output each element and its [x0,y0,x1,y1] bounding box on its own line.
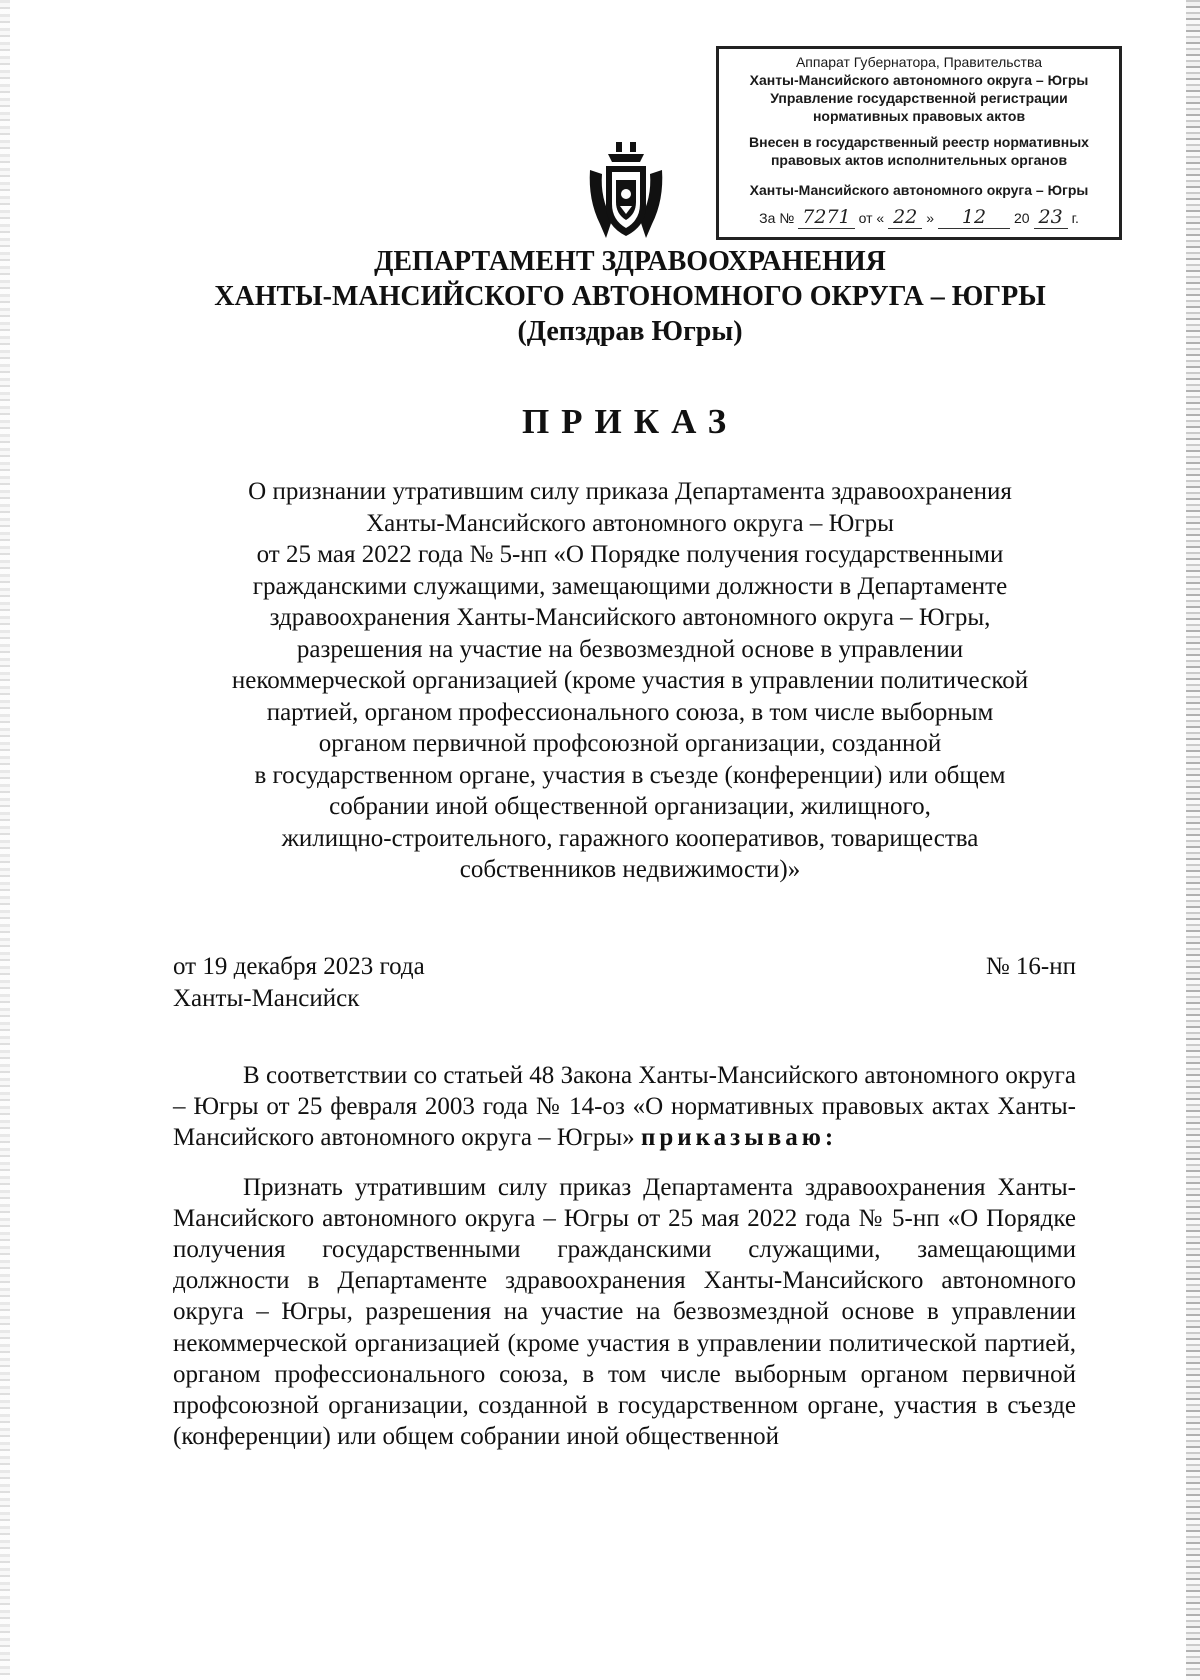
subject-line: Ханты-Мансийского автономного округа – Югры [366,509,894,537]
stamp-reg-number: 7271 [798,206,854,229]
subject-line: здравоохранения Ханты-Мансийского автономного округа – Югры, [269,604,991,631]
subject-line: органом первичной профсоюзной организации, созданной [318,730,942,757]
stamp-year-end: г. [1071,210,1079,226]
order-city: Ханты-Мансийск [173,985,360,1012]
stamp-line: Внесен в государственный реестр нормативных [749,134,1089,150]
order-number: № 16-нп [985,953,1076,980]
stamp-year-prefix: 20 [1014,210,1030,226]
stamp-line: нормативных правовых актов [812,108,1026,124]
subject-line: О признании утратившим силу приказа Департамента здравоохранения [248,478,1012,505]
paragraph-text: Признать утратившим силу приказ Департамента здравоохранения Ханты-Мансийского автономного округа – Югры от 25 мая 2022 года № 5-нп «О Порядке получения государственными гражданскими служащими, замещающими должности в Департаменте здравоохранения Ханты-Мансийского автономного округа – Югры, разрешения на участие на безвозмездной основе в управлении некоммерческой организацией (кроме участия в управлении политической партией, органом профессионального союза, в том числе выборным органом первичной профсоюзной организации, созданной в государственном органе, участия в съезде (конференции) или общем собрании иной общественной [173,1173,1076,1451]
stamp-line: правовых актов исполнительных органов [770,152,1068,168]
order-directive: приказываю: [640,1124,838,1152]
paragraph-text: В соответствии со статьей 48 Закона Ханты-Мансийского автономного округа – Югры от 25 февраля 2003 года № 14-оз «О нормативных правовых актах Ханты-Мансийского автономного округа – Югры» [173,1062,1076,1152]
order-date: от 19 декабря 2023 года [173,953,425,980]
department-name-line2: ХАНТЫ-МАНСИЙСКОГО АВТОНОМНОГО ОКРУГА – ЮГРЫ [214,281,1046,312]
department-short-name: (Депздрав Югры) [517,316,743,347]
body-paragraph-2 [173,1172,1076,1453]
stamp-line: Аппарат Губернатора, Правительства [795,54,1043,70]
order-subject [170,476,1090,886]
department-header [150,244,1110,349]
subject-line: от 25 мая 2022 года № 5-нп «О Порядке получения государственными [256,541,1004,568]
stamp-day: 22 [888,206,922,229]
stamp-reg-prefix: За № [759,210,795,226]
department-name-line1: ДЕПАРТАМЕНТ ЗДРАВООХРАНЕНИЯ [374,246,886,277]
document-type-title: ПРИКАЗ [521,402,739,441]
subject-line: партией, органом профессионального союза, в том числе выборным [266,698,994,726]
subject-line: собственников недвижимости)» [459,856,801,883]
order-date-block [173,951,1076,1015]
stamp-line: Управление государственной регистрации [770,90,1068,106]
stamp-line: Ханты-Мансийского автономного округа – Югры [749,182,1089,198]
registration-stamp [716,46,1122,240]
stamp-registration-line [719,206,1119,229]
stamp-day-close: » [926,210,934,226]
subject-line: некоммерческой организацией (кроме участия в управлении политической [231,667,1029,694]
stamp-line: Ханты-Мансийского автономного округа – Югры [749,72,1089,88]
stamp-month: 12 [938,206,1010,229]
body-paragraph-1 [173,1060,1076,1154]
subject-line: разрешения на участие на безвозмездной основе в управлении [296,635,964,663]
subject-line: гражданскими служащими, замещающими должности в Департаменте [252,572,1008,600]
stamp-year-suffix: 23 [1034,206,1068,229]
stamp-from-label: от « [858,210,885,226]
subject-line: в государственном органе, участия в съезде (конференции) или общем [254,761,1006,789]
order-body [173,1060,1076,1452]
subject-line: жилищно-строительного, гаражного кооперативов, товарищества [281,824,979,852]
subject-line: собрании иной общественной организации, жилищного, [329,793,931,820]
scan-edge-right [1186,0,1200,1680]
coat-of-arms-icon [586,140,666,242]
scan-edge-left [0,0,10,1680]
